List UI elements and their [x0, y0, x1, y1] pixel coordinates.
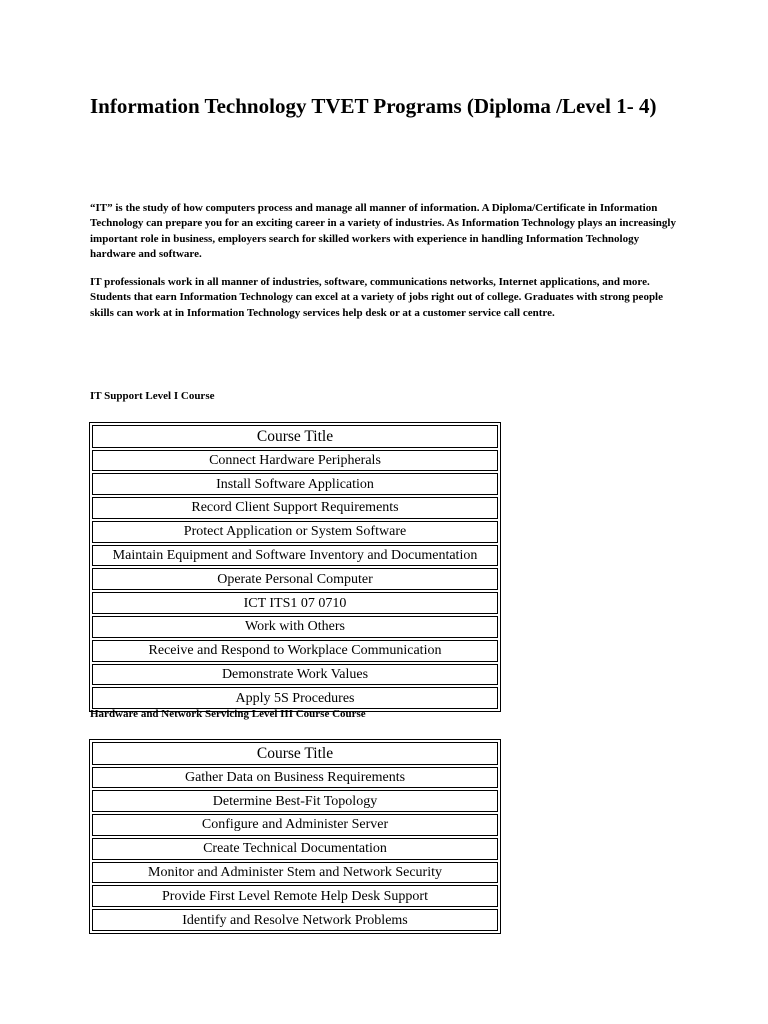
column-header: Course Title: [92, 742, 498, 765]
table-row: [92, 545, 498, 567]
careers-paragraph: IT professionals work in all manner of industries, software, communications networks, Internet applications, and more. Students that earn Information Technology can excel at a variety of jobs right out of college. Graduates with strong people skills can work at in Information Technology services help desk or at a customer service call centre.: [90, 276, 663, 319]
course-cell: Work with Others: [92, 616, 498, 638]
section-heading-it-support: IT Support Level I Course: [90, 390, 215, 402]
course-cell: Configure and Administer Server: [92, 814, 498, 836]
table-row: [92, 616, 498, 638]
table-row: [92, 497, 498, 519]
course-cell: Provide First Level Remote Help Desk Support: [92, 885, 498, 907]
course-cell: Install Software Application: [92, 473, 498, 495]
table-row: [92, 790, 498, 812]
course-cell: Determine Best-Fit Topology: [92, 790, 498, 812]
table-row: [92, 838, 498, 860]
course-cell: Identify and Resolve Network Problems: [92, 909, 498, 931]
course-cell: Record Client Support Requirements: [92, 497, 498, 519]
table-row: [92, 568, 498, 590]
table-header-row: [92, 742, 498, 765]
course-cell: Protect Application or System Software: [92, 521, 498, 543]
table-header-row: [92, 425, 498, 448]
course-table-it-support: [89, 422, 501, 712]
course-cell: Demonstrate Work Values: [92, 664, 498, 686]
course-cell: Gather Data on Business Requirements: [92, 767, 498, 789]
course-cell: Create Technical Documentation: [92, 838, 498, 860]
table-row: [92, 885, 498, 907]
course-cell: ICT ITS1 07 0710: [92, 592, 498, 614]
intro-paragraph: “IT” is the study of how computers process and manage all manner of information. A Diploma/Certificate in Information Technology can prepare you for an exciting career in a variety of industries. As Information Technology plays an increasingly important role in business, employers search for skilled workers with experience in handling Information Technology hardware and software.: [90, 202, 676, 260]
course-cell: Connect Hardware Peripherals: [92, 450, 498, 472]
section-heading-hardware-network: Hardware and Network Servicing Level III Course Course: [90, 708, 366, 720]
course-table-hardware-network: [89, 739, 501, 934]
table-row: [92, 640, 498, 662]
table-row: [92, 473, 498, 495]
page-title: Information Technology TVET Programs (Diploma /Level 1- 4): [90, 94, 657, 118]
course-cell: Operate Personal Computer: [92, 568, 498, 590]
table-row: [92, 862, 498, 884]
table-row: [92, 767, 498, 789]
table-row: [92, 592, 498, 614]
course-cell: Apply 5S Procedures: [92, 687, 498, 709]
table-row: [92, 521, 498, 543]
course-cell: Receive and Respond to Workplace Communication: [92, 640, 498, 662]
table-row: [92, 909, 498, 931]
table-row: [92, 450, 498, 472]
course-cell: Maintain Equipment and Software Inventory and Documentation: [92, 545, 498, 567]
table-row: [92, 687, 498, 709]
course-cell: Monitor and Administer Stem and Network Security: [92, 862, 498, 884]
table-row: [92, 814, 498, 836]
column-header: Course Title: [92, 425, 498, 448]
table-row: [92, 664, 498, 686]
